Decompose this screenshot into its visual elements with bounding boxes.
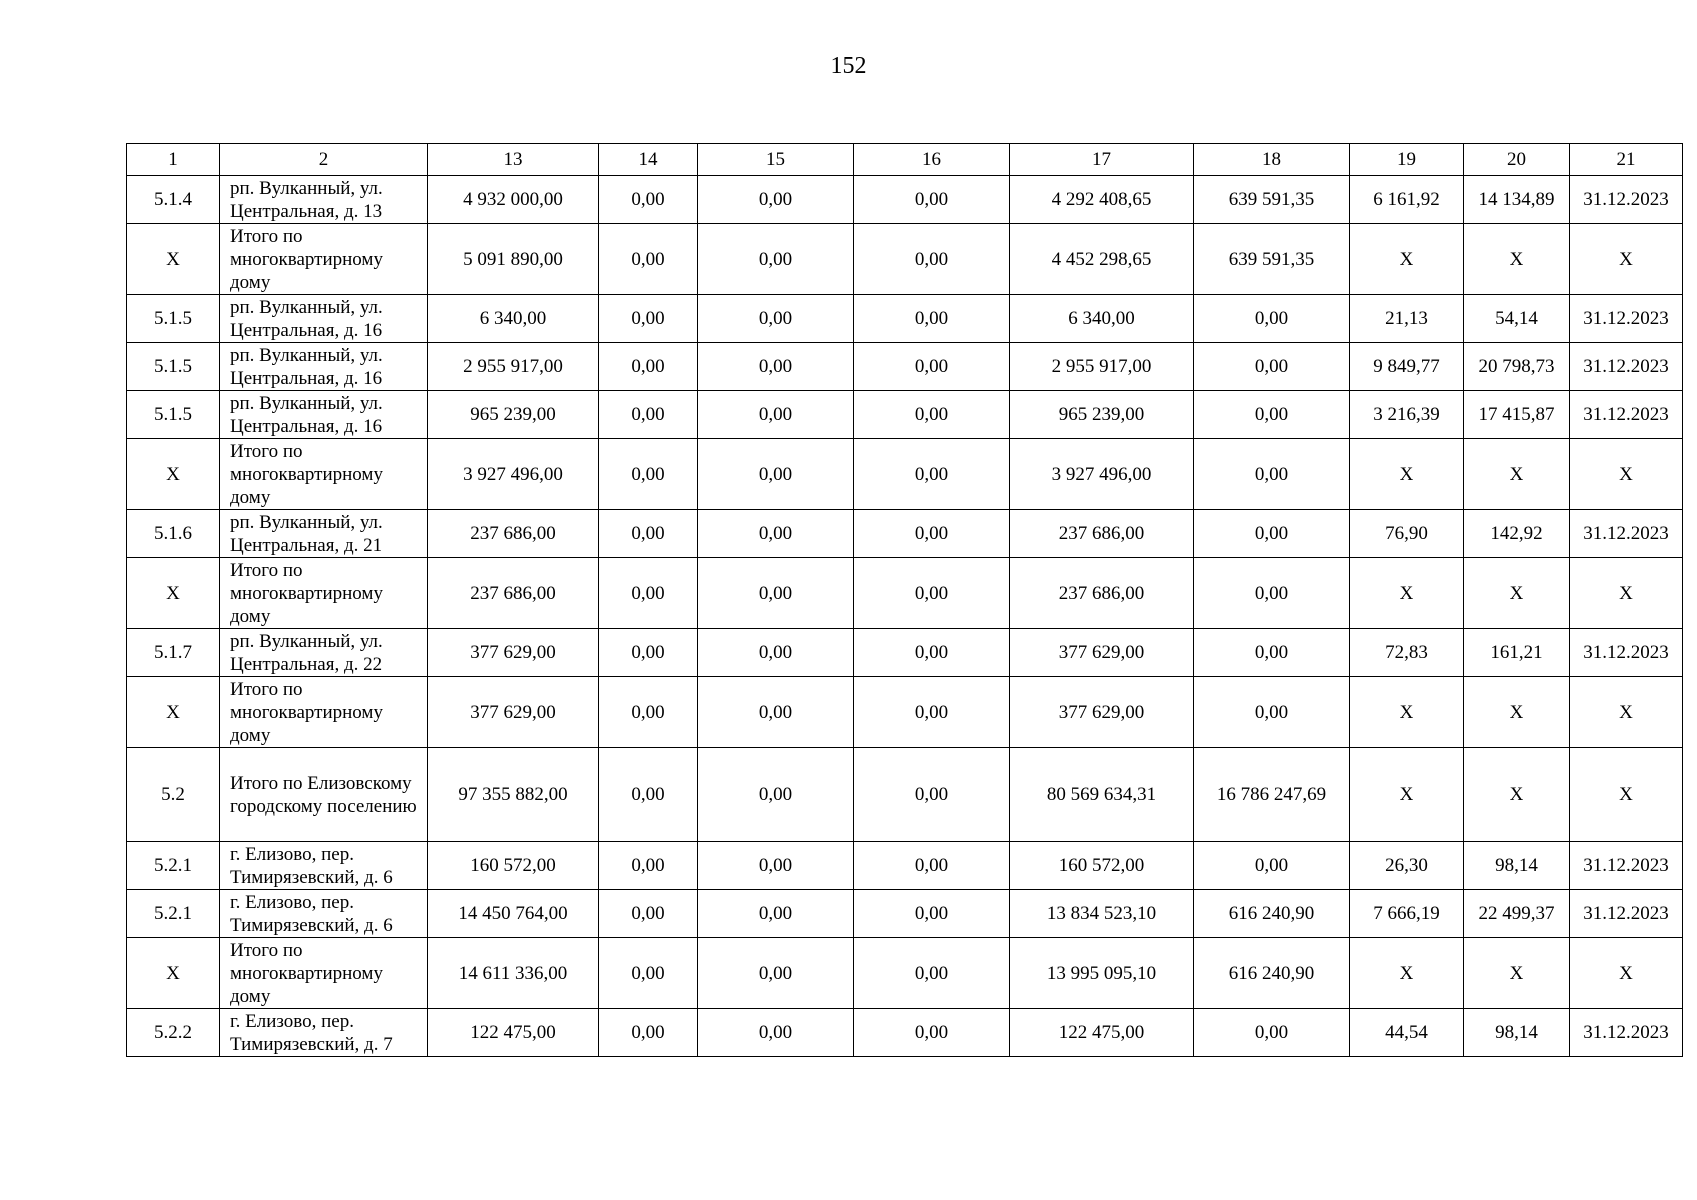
value-cell: 377 629,00 [428,629,599,677]
address-cell: г. Елизово, пер. Тимирязевский, д. 7 [220,1009,428,1057]
value-cell: 2 955 917,00 [1010,343,1194,391]
value-cell: 97 355 882,00 [428,748,599,842]
value-cell: Х [1464,677,1570,748]
value-cell: 0,00 [698,224,854,295]
header-cell: 17 [1010,144,1194,176]
value-cell: 31.12.2023 [1570,391,1683,439]
value-cell: 26,30 [1350,842,1464,890]
value-cell: 0,00 [698,295,854,343]
value-cell: Х [1350,224,1464,295]
value-cell: 44,54 [1350,1009,1464,1057]
value-cell: 0,00 [599,510,698,558]
data-table [126,143,1683,1057]
value-cell: Х [1570,224,1683,295]
value-cell: 13 995 095,10 [1010,938,1194,1009]
table-row [127,842,1683,890]
value-cell: 0,00 [698,558,854,629]
value-cell: 0,00 [698,677,854,748]
value-cell: Х [1570,677,1683,748]
value-cell: 0,00 [1194,842,1350,890]
value-cell: 16 786 247,69 [1194,748,1350,842]
value-cell: 0,00 [599,629,698,677]
value-cell: 76,90 [1350,510,1464,558]
row-number-cell: 5.1.7 [127,629,220,677]
row-number-cell: 5.1.6 [127,510,220,558]
table-row [127,890,1683,938]
table-row [127,677,1683,748]
value-cell: 616 240,90 [1194,938,1350,1009]
value-cell: 0,00 [1194,1009,1350,1057]
value-cell: 0,00 [599,176,698,224]
table-row [127,558,1683,629]
value-cell: 0,00 [854,439,1010,510]
value-cell: 20 798,73 [1464,343,1570,391]
table-row [127,1009,1683,1057]
value-cell: 31.12.2023 [1570,890,1683,938]
value-cell: Х [1464,938,1570,1009]
value-cell: 3 927 496,00 [428,439,599,510]
table-row [127,224,1683,295]
value-cell: 0,00 [854,1009,1010,1057]
value-cell: 31.12.2023 [1570,176,1683,224]
value-cell: 0,00 [1194,439,1350,510]
value-cell: 2 955 917,00 [428,343,599,391]
value-cell: 7 666,19 [1350,890,1464,938]
value-cell: 0,00 [698,890,854,938]
value-cell: 0,00 [599,439,698,510]
header-cell: 16 [854,144,1010,176]
page-number: 152 [830,53,867,79]
value-cell: 0,00 [698,1009,854,1057]
value-cell: 237 686,00 [1010,510,1194,558]
value-cell: Х [1570,558,1683,629]
value-cell: 31.12.2023 [1570,295,1683,343]
value-cell: 98,14 [1464,1009,1570,1057]
header-cell: 14 [599,144,698,176]
address-cell: г. Елизово, пер. Тимирязевский, д. 6 [220,842,428,890]
value-cell: 639 591,35 [1194,224,1350,295]
value-cell: 21,13 [1350,295,1464,343]
table-row [127,295,1683,343]
value-cell: 13 834 523,10 [1010,890,1194,938]
value-cell: Х [1464,748,1570,842]
value-cell: 0,00 [854,842,1010,890]
value-cell: Х [1350,439,1464,510]
address-cell: г. Елизово, пер. Тимирязевский, д. 6 [220,890,428,938]
row-number-cell: 5.2.2 [127,1009,220,1057]
value-cell: 0,00 [854,295,1010,343]
value-cell: 0,00 [599,938,698,1009]
value-cell: Х [1570,439,1683,510]
value-cell: 9 849,77 [1350,343,1464,391]
value-cell: Х [1464,439,1570,510]
value-cell: 0,00 [1194,295,1350,343]
header-cell: 19 [1350,144,1464,176]
header-cell: 2 [220,144,428,176]
value-cell: 965 239,00 [428,391,599,439]
value-cell: 6 161,92 [1350,176,1464,224]
address-cell: рп. Вулканный, ул. Центральная, д. 22 [220,629,428,677]
value-cell: Х [1570,748,1683,842]
value-cell: 0,00 [854,677,1010,748]
value-cell: 31.12.2023 [1570,629,1683,677]
address-cell: Итого по многоквартирному дому [220,938,428,1009]
address-cell: рп. Вулканный, ул. Центральная, д. 16 [220,391,428,439]
value-cell: 17 415,87 [1464,391,1570,439]
value-cell: 0,00 [599,1009,698,1057]
table-row [127,343,1683,391]
value-cell: 14 134,89 [1464,176,1570,224]
value-cell: 237 686,00 [428,558,599,629]
value-cell: 122 475,00 [428,1009,599,1057]
row-number-cell: 5.1.5 [127,295,220,343]
value-cell: 72,83 [1350,629,1464,677]
value-cell: 0,00 [1194,343,1350,391]
header-cell: 13 [428,144,599,176]
value-cell: 0,00 [698,510,854,558]
value-cell: 4 292 408,65 [1010,176,1194,224]
table-row [127,439,1683,510]
value-cell: 0,00 [698,629,854,677]
value-cell: Х [1350,558,1464,629]
value-cell: 237 686,00 [428,510,599,558]
value-cell: 0,00 [698,439,854,510]
table-row [127,748,1683,842]
value-cell: 0,00 [698,842,854,890]
value-cell: 14 450 764,00 [428,890,599,938]
value-cell: 31.12.2023 [1570,842,1683,890]
header-cell: 20 [1464,144,1570,176]
value-cell: 0,00 [698,176,854,224]
value-cell: Х [1350,748,1464,842]
value-cell: Х [1464,224,1570,295]
address-cell: рп. Вулканный, ул. Центральная, д. 13 [220,176,428,224]
value-cell: Х [1350,677,1464,748]
table-row [127,510,1683,558]
row-number-cell: 5.1.4 [127,176,220,224]
value-cell: 0,00 [698,748,854,842]
row-number-cell: 5.1.5 [127,343,220,391]
row-number-cell: Х [127,439,220,510]
value-cell: 31.12.2023 [1570,510,1683,558]
address-cell: Итого по Елизовскому городскому поселению [220,748,428,842]
address-cell: Итого по многоквартирному дому [220,558,428,629]
value-cell: 377 629,00 [1010,677,1194,748]
value-cell: 0,00 [599,890,698,938]
table-row [127,629,1683,677]
value-cell: Х [1350,938,1464,1009]
row-number-cell: 5.1.5 [127,391,220,439]
value-cell: 616 240,90 [1194,890,1350,938]
value-cell: 0,00 [698,391,854,439]
value-cell: 122 475,00 [1010,1009,1194,1057]
value-cell: 98,14 [1464,842,1570,890]
value-cell: 0,00 [854,890,1010,938]
value-cell: 0,00 [698,938,854,1009]
value-cell: 0,00 [854,391,1010,439]
row-number-cell: 5.2.1 [127,890,220,938]
header-cell: 18 [1194,144,1350,176]
value-cell: 0,00 [1194,677,1350,748]
value-cell: 0,00 [599,842,698,890]
table-row [127,391,1683,439]
value-cell: 965 239,00 [1010,391,1194,439]
value-cell: 0,00 [1194,510,1350,558]
value-cell: 237 686,00 [1010,558,1194,629]
value-cell: 0,00 [854,748,1010,842]
row-number-cell: Х [127,224,220,295]
value-cell: 0,00 [1194,391,1350,439]
row-number-cell: Х [127,938,220,1009]
table-row [127,938,1683,1009]
value-cell: 161,21 [1464,629,1570,677]
value-cell: 0,00 [854,224,1010,295]
value-cell: 22 499,37 [1464,890,1570,938]
value-cell: 6 340,00 [1010,295,1194,343]
value-cell: 80 569 634,31 [1010,748,1194,842]
value-cell: 0,00 [1194,558,1350,629]
value-cell: 0,00 [599,748,698,842]
table-body [127,144,1683,1057]
address-cell: рп. Вулканный, ул. Центральная, д. 16 [220,343,428,391]
value-cell: 160 572,00 [428,842,599,890]
address-cell: Итого по многоквартирному дому [220,439,428,510]
value-cell: 0,00 [599,343,698,391]
value-cell: 0,00 [854,938,1010,1009]
value-cell: Х [1464,558,1570,629]
table-row [127,176,1683,224]
value-cell: 160 572,00 [1010,842,1194,890]
value-cell: Х [1570,938,1683,1009]
value-cell: 5 091 890,00 [428,224,599,295]
value-cell: 377 629,00 [428,677,599,748]
value-cell: 4 932 000,00 [428,176,599,224]
address-cell: рп. Вулканный, ул. Центральная, д. 16 [220,295,428,343]
value-cell: 0,00 [599,558,698,629]
value-cell: 0,00 [1194,629,1350,677]
value-cell: 0,00 [698,343,854,391]
value-cell: 31.12.2023 [1570,1009,1683,1057]
value-cell: 0,00 [599,391,698,439]
value-cell: 0,00 [854,343,1010,391]
row-number-cell: Х [127,558,220,629]
row-number-cell: 5.2.1 [127,842,220,890]
header-cell: 21 [1570,144,1683,176]
header-cell: 15 [698,144,854,176]
value-cell: 4 452 298,65 [1010,224,1194,295]
address-cell: Итого по многоквартирному дому [220,677,428,748]
value-cell: 0,00 [599,677,698,748]
table-header-row [127,144,1683,176]
value-cell: 14 611 336,00 [428,938,599,1009]
value-cell: 0,00 [854,510,1010,558]
value-cell: 31.12.2023 [1570,343,1683,391]
row-number-cell: Х [127,677,220,748]
value-cell: 0,00 [854,176,1010,224]
value-cell: 54,14 [1464,295,1570,343]
value-cell: 3 927 496,00 [1010,439,1194,510]
value-cell: 0,00 [854,558,1010,629]
value-cell: 0,00 [854,629,1010,677]
value-cell: 142,92 [1464,510,1570,558]
address-cell: Итого по многоквартирному дому [220,224,428,295]
address-cell: рп. Вулканный, ул. Центральная, д. 21 [220,510,428,558]
value-cell: 0,00 [599,295,698,343]
row-number-cell: 5.2 [127,748,220,842]
header-cell: 1 [127,144,220,176]
value-cell: 0,00 [599,224,698,295]
value-cell: 377 629,00 [1010,629,1194,677]
value-cell: 3 216,39 [1350,391,1464,439]
value-cell: 6 340,00 [428,295,599,343]
value-cell: 639 591,35 [1194,176,1350,224]
